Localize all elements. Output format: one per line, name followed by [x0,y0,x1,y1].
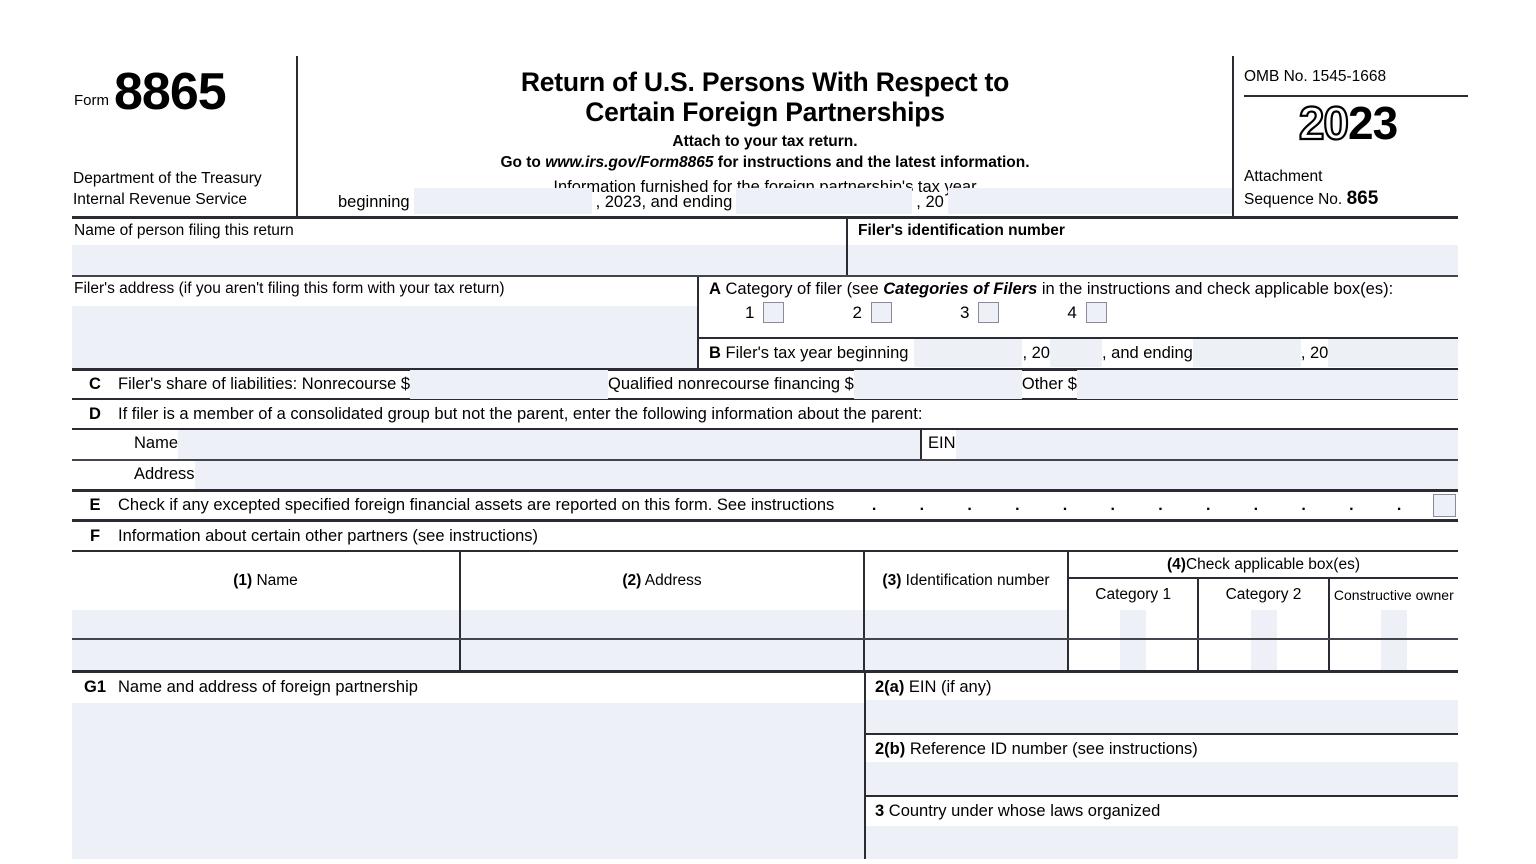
foreign-partnership-name-address-cell [72,673,866,859]
filer-address-cell [72,277,699,368]
filer-address-caption: Filer's address (if you aren't filing this form with your tax return) [74,280,505,297]
tax-year-ending-input[interactable] [736,188,912,214]
filer-id-cell [848,219,1458,275]
attachment-sequence-block [1244,167,1378,212]
category-2-label: 2 [852,302,862,322]
country-organized-box [866,797,1458,859]
goto-prefix: Go to [500,154,546,172]
section-f-letter: F [89,526,101,545]
partner-name-input[interactable] [72,640,461,670]
reference-id-input[interactable] [866,762,1458,795]
col2-label: Address [641,572,702,589]
pad [1330,610,1381,638]
section-d-letter: D [89,404,101,423]
section-e-letter: E [89,496,101,514]
section-d-ein-input[interactable] [956,430,1458,459]
partner-category-2-checkbox[interactable] [1251,640,1277,670]
section-d-address-input[interactable] [195,461,1458,489]
section-d-address-row [72,461,1458,492]
attachment-sequence-text: Sequence No. [1244,191,1343,209]
category-1-label: 1 [745,302,755,322]
section-f-heading [72,522,1458,552]
column-header-address [461,552,865,610]
section-g [72,673,1458,859]
attachment-label-1: Attachment [1244,168,1323,186]
col3-label: Identification number [901,572,1050,589]
filer-address-and-ab-row [72,277,1458,371]
pad [1146,610,1197,638]
attachment-sequence-number: 865 [1346,188,1379,210]
subheader-category-1: Category 1 [1069,579,1199,610]
partner-id-input[interactable] [865,610,1069,638]
country-number: 3 [875,802,885,820]
attachment-label-2 [1244,187,1378,212]
irs-form-8865 [72,56,1458,859]
partner-constructive-owner-cell [1330,640,1458,670]
filer-name-caption: Name of person filing this return [74,222,294,239]
tax-year-hollow-digits: 20 [1298,97,1348,149]
categories-of-filers-ref: Categories of Filers [883,280,1038,298]
pad [1407,640,1458,670]
section-d-ein-wrap [920,430,1458,459]
g1-label: Name and address of foreign partnership [118,678,418,696]
filer-id-caption: Filer's identification number [858,222,1065,239]
form-number-block [72,63,226,121]
section-c [72,371,1458,400]
partner-constructive-owner-cell [1330,610,1458,638]
col4-number: (4) [1167,555,1186,573]
section-c-qualified-input[interactable] [854,370,1022,399]
department-line-2: Internal Revenue Service [73,190,248,208]
reference-id-number: 2(b) [875,740,906,758]
pad [1146,640,1197,670]
category-3-label: 3 [959,302,970,322]
tax-year-beginning-label: beginning [338,193,410,211]
category-1-item[interactable] [745,302,784,323]
col4-label: Check applicable box(es) [1185,555,1360,573]
section-b-and-ending-label: , and ending [1101,343,1193,362]
section-a-text-post: in the instructions and check applicable box(es): [1037,280,1394,298]
info-furnished-line: Information furnished for tax [553,178,940,197]
section-b [699,339,1458,367]
section-d-name-label: Name [134,434,179,452]
foreign-partnership-ein-box [866,673,1458,735]
reference-id-label: Reference ID number (see instructions) [905,740,1198,758]
category-4-label: 4 [1067,302,1077,322]
pad [1277,640,1328,670]
section-f-text: Information about certain other partners (see instructions) [118,526,539,545]
table-row [72,640,1458,670]
ein-label: EIN (if any) [904,678,992,696]
category-2-item[interactable] [852,302,891,323]
table-row [72,610,1458,640]
pad [1407,610,1458,638]
section-a-text [699,277,1458,299]
attach-instruction: Attach to your tax return. [672,133,858,151]
reference-id-caption [866,735,1458,759]
column-header-name [72,552,461,610]
goto-instruction [298,154,1232,172]
partner-category-2-cell [1199,640,1329,670]
g1-heading [72,673,864,697]
col2-number: (2) [622,572,642,589]
partner-category-1-checkbox[interactable] [1120,610,1146,638]
section-c-label-1: Filer's share of liabilities: Nonrecourse $ [118,375,411,393]
header-left-block [72,56,298,216]
section-d-name-row [72,430,1458,461]
filer-name-cell [72,219,848,275]
form-title-line-2: Certain Foreign Partnerships [585,96,945,127]
pad [1277,610,1328,638]
section-c-letter: C [89,375,101,393]
g1-input[interactable] [72,703,864,859]
section-b-end-input[interactable] [1193,339,1301,367]
section-b-label-wrap [699,344,908,363]
col1-label: Name [252,572,298,589]
department-block [73,169,262,210]
section-b-label: Filer's tax year beginning [725,343,909,362]
g1-letter: G1 [83,678,106,696]
form-header [72,56,1458,219]
section-d-name-gutter [72,430,118,459]
section-e-checkbox[interactable] [1433,494,1456,517]
section-b-end-label: , 20 [1300,343,1329,362]
partner-address-input[interactable] [461,640,865,670]
header-right-block [1232,56,1458,216]
subheader-constructive-owner: Constructive owner [1333,586,1454,603]
filer-address-input[interactable] [72,306,697,368]
tax-year-badge [1244,99,1458,147]
partner-category-1-cell [1069,640,1199,670]
section-d-name-input[interactable] [178,430,920,459]
filer-name-id-row [72,219,1458,277]
section-d-text: If filer is a member of a consolidated group but not the parent, enter the following information about the parent: [118,404,923,423]
goto-suffix: for instructions and the latest information. [713,154,1030,172]
pad [1069,640,1120,670]
section-d-address-label: Address [134,465,195,483]
col3-number: (3) [882,572,902,589]
tax-year-mid-label: , 2023, and ending [595,193,733,211]
header-tax-year-row [298,188,1232,214]
section-c-label-3: Other $ [1021,375,1077,393]
check-applicable-subheaders [1069,579,1458,610]
header-title-block [298,56,1232,216]
form-label: Form [74,92,109,110]
category-2-checkbox[interactable] [871,302,892,323]
pad [1069,610,1120,638]
country-organized-input[interactable] [866,826,1458,859]
section-c-nonrecourse-input[interactable] [410,370,608,399]
form-title-line-1: Return of U.S. Persons With Respect to [520,67,1010,97]
section-b-mid-label: , 20 [1022,343,1050,362]
ein-number: 2(a) [875,678,905,696]
country-caption [866,797,1458,821]
category-4-checkbox[interactable] [1086,302,1107,323]
section-b-begin-input[interactable] [914,339,1022,367]
pad [1199,610,1250,638]
filer-name-input[interactable] [72,245,846,275]
section-g-right-column [866,673,1458,859]
section-c-label-2: Qualified nonrecourse financing $ [608,375,854,393]
pad [1330,640,1381,670]
foreign-partnership-ein-input[interactable] [866,700,1458,733]
section-e: E Check if any excepted specified foreign financial assets are reported on this form. See instructions . . . . . . . . . . . . [72,492,1458,522]
form-number: 8865 [114,63,226,121]
col1-number: (1) [233,572,253,589]
country-label: Country under whose laws organized [884,802,1161,820]
partner-constructive-owner-checkbox[interactable] [1381,610,1407,638]
irs-url[interactable]: www.irs.gov/Form8865 [545,154,714,172]
section-a-text-pre: Category of filer (see [725,280,884,298]
section-d-ein-label: EIN [928,434,956,452]
other-partners-table [72,552,1458,673]
partner-category-2-checkbox[interactable] [1251,610,1277,638]
section-b-letter: B [709,343,721,362]
section-a [699,277,1458,339]
partner-category-1-checkbox[interactable] [1120,640,1146,670]
section-b-mid-input[interactable] [1050,339,1102,367]
filer-id-input[interactable] [848,245,1458,275]
category-1-checkbox[interactable] [763,302,784,323]
category-4-item[interactable] [1067,302,1106,323]
other-partners-table-header [72,552,1458,610]
tax-year-end-label: , 20 [916,193,944,211]
section-c-other-input[interactable] [1077,370,1458,399]
partner-id-input[interactable] [865,640,1069,670]
partner-category-1-cell [1069,610,1199,638]
section-a-letter: A [709,280,721,298]
section-b-end-suffix-input[interactable] [1328,339,1458,367]
pad [1199,640,1250,670]
partner-address-input[interactable] [461,610,865,638]
column-header-check-boxes [1069,552,1458,610]
section-d-heading [72,400,1458,430]
ein-caption [866,673,1458,697]
section-a-checkbox-row [699,302,1458,323]
reference-id-box [866,735,1458,797]
partner-category-2-cell [1199,610,1329,638]
department-line-1: Department of the Treasury [73,170,262,188]
form-title [298,68,1232,127]
subheader-category-2: Category 2 [1199,579,1329,610]
tax-year-solid-digits: 23 [1348,97,1398,149]
tax-year-end-suffix-input[interactable] [948,188,1232,214]
check-applicable-header [1069,552,1458,579]
partner-constructive-owner-checkbox[interactable] [1381,640,1407,670]
category-3-checkbox[interactable] [978,302,999,323]
tax-year-beginning-input[interactable] [414,188,592,214]
section-ab-cell [699,277,1458,368]
omb-number: OMB No. 1545-1668 [1244,68,1387,85]
category-3-item[interactable] [960,302,999,323]
column-header-identification-number [865,552,1069,610]
partner-name-input[interactable] [72,610,461,638]
section-e-text: Check if any excepted specified foreign financial assets are reported on this form. See instructions [118,496,835,514]
